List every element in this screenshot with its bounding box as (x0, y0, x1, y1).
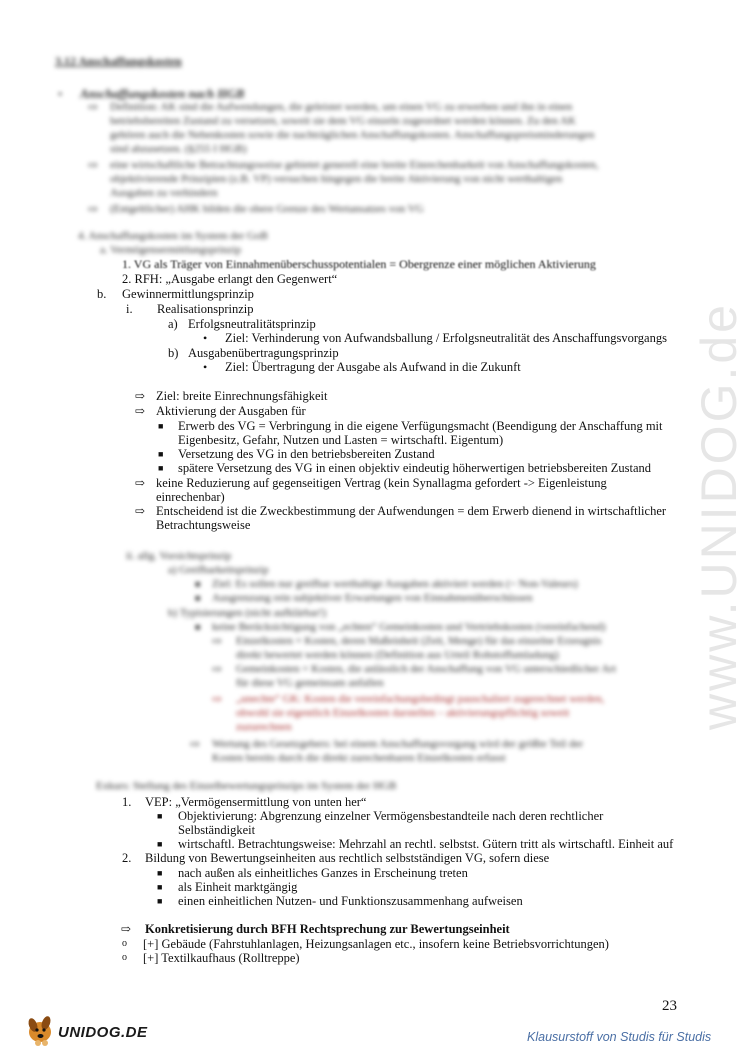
blurred-exkurs-heading: Exkurs: Stellung des Einzelbewertungsprinzips im System der HGB (96, 780, 397, 792)
square-line: Versetzung des VG in den betriebsbereiten Zustand (178, 447, 435, 461)
square-bullet-icon: ■ (195, 593, 201, 603)
ia-bullet: Ziel: Verhinderung von Aufwandsballung / Erfolgsneutralität des Anschaffungsvorgangs (225, 331, 667, 345)
square-line: Objektivierung: Abgrenzung einzelner Vermögensbestandteile nach deren rechtlicher (178, 809, 604, 823)
blurred-line: Kosten bereits durch die direkt zurechenbaren Einzelkosten erfasst (212, 752, 506, 764)
dot-bullet-icon: • (203, 331, 208, 345)
square-line: wirtschaftl. Betrachtungsweise: Mehrzahl an rechtl. selbstst. Gütern tritt als wirtschaftl. Einheit auf (178, 837, 674, 851)
blurred-line: gehören auch die Nebenkosten sowie die nachträglichen Anschaffungskosten. Anschaffungspreisminderungen (110, 129, 595, 141)
dot-bullet-icon: • (203, 360, 208, 374)
i-marker: i. (126, 302, 133, 316)
arrow-right-icon: ⇨ (135, 404, 146, 418)
watermark: www.UNIDOG.de (691, 302, 747, 730)
blurred-heading: ii. allg. Vorsichtsprinzip (126, 550, 232, 562)
bold-arrow-line: Konkretisierung durch BFH Rechtsprechung zur Bewertungseinheit (145, 922, 510, 936)
arrow-right-icon: ⇨ (88, 100, 99, 114)
square-bullet-icon: ■ (157, 896, 163, 906)
blurred-line: keine Berücksichtigung von „echten“ Gemeinkosten und Vertriebskosten (vereinfachend) (212, 621, 606, 633)
square-bullet-icon: ■ (157, 882, 163, 892)
b-marker: b. (97, 287, 107, 301)
arrow-line: keine Reduzierung auf gegenseitigen Vertrag (kein Synallagma gefordert -> Eigenleistung (156, 476, 607, 490)
arrow-line: Aktivierung der Ausgaben für (156, 404, 306, 418)
blurred-line: Ausgaben zu verhindern (110, 187, 218, 199)
n2-label: Bildung von Bewertungseinheiten aus rechtlich selbstständigen VG, sofern diese (145, 851, 550, 865)
blurred-red-line: obwohl sie eigentlich Einzelkosten darstellen – aktivierungspflichtig soweit (236, 707, 570, 719)
ib-label: Ausgabenübertragungsprinzip (188, 346, 339, 360)
section-title: 3.12 Anschaffungskosten (55, 54, 182, 68)
ib-marker: b) (168, 346, 179, 360)
dot-bullet-icon: • (58, 87, 63, 101)
ib-bullet: Ziel: Übertragung der Ausgabe als Aufwand in die Zukunft (225, 360, 521, 374)
blurred-line: Ausgrenzung rein subjektiver Erwartungen von Einnahmenüberschüssen (212, 592, 533, 604)
n1-marker: 1. (122, 795, 132, 809)
blurred-line: für diese VG gemeinsam anfallen (236, 677, 384, 689)
arrow-right-icon: ⇨ (135, 389, 146, 403)
blurred-line: Wertung des Gesetzgebers: bei einem Anschaffungsvorgang wird der größte Teil der (212, 738, 584, 750)
a1-line: 1. VG als Träger von Einnahmenüberschusspotentialen = Obergrenze einer möglichen Aktivierung (122, 257, 596, 271)
square-bullet-icon: ■ (157, 811, 163, 821)
arrow-right-icon: ⇨ (212, 634, 223, 648)
arrow-right-icon: ⇨ (190, 737, 201, 751)
square-bullet-icon: ■ (195, 622, 201, 632)
blurred-line: Definition: AK sind die Aufwendungen, die geleistet werden, um einen VG zu erwerben und ihn in einen (110, 101, 573, 113)
square-bullet-icon: ■ (158, 449, 164, 459)
square-line: spätere Versetzung des VG in einen objektiv eindeutig höherwertigen betriebsbereiten Zustand (178, 461, 652, 475)
b-label: Gewinnermittlungsprinzip (122, 287, 254, 301)
blurred-red-line: „unechte“ GK: Kosten die vereinfachungsbedingt pauschaliert zugerechnet werden, (236, 693, 605, 705)
blurred-line: eine wirtschaftliche Betrachtungsweise gebietet generell eine breite Einrechenbarkeit von Anschaffungskosten, (110, 159, 599, 171)
circle-line: [+] Textilkaufhaus (Rolltreppe) (143, 951, 300, 965)
blurred-line: (Entgeltlicher) AHK bilden die obere Grenze des Wertansatzes von VG (110, 203, 424, 215)
blurred-line: b) Typisierungen (nicht aufklärbar!) (168, 607, 327, 619)
logo-text: UNIDOG.DE (58, 1024, 148, 1041)
arrow-right-icon: ⇨ (88, 202, 99, 216)
square-line: Erwerb des VG = Verbringung in die eigene Verfügungsmacht (Beendigung der Anschaffung mit (178, 419, 663, 433)
blurred-section-heading: 4. Anschaffungskosten im System der GoB (78, 230, 268, 242)
arrow-right-icon: ⇨ (135, 504, 146, 518)
blurred-red-line: zuzurechnen (236, 721, 292, 733)
blurred-subsection: a. Vermögensermittlungsprinzip (100, 244, 241, 256)
ia-marker: a) (168, 317, 178, 331)
square-line: als Einheit marktgängig (178, 880, 298, 894)
arrow-line: Ziel: breite Einrechnungsfähigkeit (156, 389, 328, 403)
arrow-line-cont: einrechenbar) (156, 490, 225, 504)
square-bullet-icon: ■ (157, 839, 163, 849)
square-bullet-icon: ■ (158, 463, 164, 473)
arrow-right-icon: ⇨ (212, 662, 223, 676)
arrow-right-icon: ⇨ (212, 692, 223, 706)
page-number: 23 (662, 998, 677, 1014)
square-line: nach außen als einheitliches Ganzes in Erscheinung treten (178, 866, 468, 880)
circle-line: [+] Gebäude (Fahrstuhlanlagen, Heizungsanlagen etc., insofern keine Betriebsvorrichtungen) (143, 937, 609, 951)
blurred-line: Einzelkosten = Kosten, deren Maßeinheit (Zeit, Menge) für das einzelne Erzeugnis (236, 635, 602, 647)
blurred-line: betriebsbereiten Zustand zu versetzen, soweit sie dem VG einzeln zugeordnet werden können. Zu den AK (110, 115, 576, 127)
square-bullet-icon: ■ (195, 579, 201, 589)
a2-line: 2. RFH: „Ausgabe erlangt den Gegenwert“ (122, 272, 338, 286)
blurred-line: Ziel: Es sollen nur greifbar werthaltige Ausgaben aktiviert werden (~ Non-Valeurs) (212, 578, 578, 590)
n2-marker: 2. (122, 851, 132, 865)
square-bullet-icon: ■ (157, 868, 163, 878)
blurred-line: direkt bewertet werden können (Definition aus Urteil Rohstoffumladung) (236, 649, 559, 661)
footer-slogan: Klausurstoff von Studis für Studis (527, 1030, 712, 1044)
arrow-line: Entscheidend ist die Zweckbestimmung der Aufwendungen = dem Erwerb dienend in wirtschaftlicher (156, 504, 667, 518)
blurred-line: a) Greifbarkeitsprinzip (168, 564, 269, 576)
arrow-line-cont: Betrachtungsweise (156, 518, 251, 532)
n1-label: VEP: „Vermögensermittlung von unten her“ (145, 795, 367, 809)
blurred-line: Gemeinkosten = Kosten, die anlässlich der Anschaffung von VG unterschiedlicher Art (236, 663, 617, 675)
arrow-right-icon: ⇨ (121, 922, 132, 936)
square-line-cont: Eigenbesitz, Gefahr, Nutzen und Lasten = wirtschaftl. Eigentum) (178, 433, 504, 447)
arrow-right-icon: ⇨ (88, 158, 99, 172)
arrow-right-icon: ⇨ (135, 476, 146, 490)
square-bullet-icon: ■ (158, 421, 164, 431)
circle-bullet-icon: o (122, 952, 127, 963)
ia-label: Erfolgsneutralitätsprinzip (188, 317, 316, 331)
blurred-line: sind abzusetzen. (§255 I HGB) (110, 143, 247, 155)
square-line-cont: Selbständigkeit (178, 823, 256, 837)
blurred-line: objektivierende Prinzipien (z.B. VP) versuchen hingegen die breite Aktivierung von nicht werthaltigen (110, 173, 563, 185)
i-label: Realisationsprinzip (157, 302, 254, 316)
square-line: einen einheitlichen Nutzen- und Funktionszusammenhang aufweisen (178, 894, 523, 908)
blurred-subheading: Anschaffungskosten nach HGB (80, 87, 245, 101)
circle-bullet-icon: o (122, 938, 127, 949)
